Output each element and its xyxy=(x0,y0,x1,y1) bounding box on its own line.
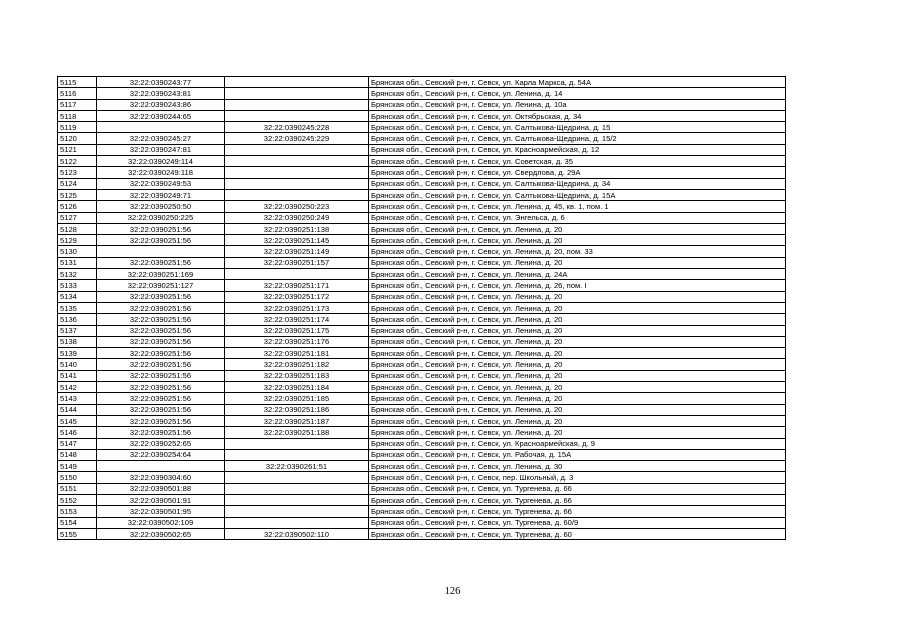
object-number-cell xyxy=(225,472,369,483)
row-number-cell: 5136 xyxy=(58,314,97,325)
row-number-cell: 5118 xyxy=(58,110,97,121)
object-number-cell: 32:22:0390251:186 xyxy=(225,404,369,415)
parcel-number-cell: 32:22:0390501:95 xyxy=(97,506,225,517)
address-cell: Брянская обл., Севский р-н, г. Севск, ул. Ленина, д. 30 xyxy=(369,461,786,472)
table-row xyxy=(58,325,786,336)
table-row xyxy=(58,201,786,212)
parcel-number-cell: 32:22:0390251:56 xyxy=(97,257,225,268)
address-cell: Брянская обл., Севский р-н, г. Севск, ул. Ленина, д. 45, кв. 1, пом. 1 xyxy=(369,201,786,212)
address-cell: Брянская обл., Севский р-н, г. Севск, ул. Ленина, д. 20 xyxy=(369,314,786,325)
address-cell: Брянская обл., Севский р-н, г. Севск, ул. Тургенева, д. 66 xyxy=(369,483,786,494)
row-number-cell: 5124 xyxy=(58,178,97,189)
table-row xyxy=(58,212,786,223)
object-number-cell xyxy=(225,506,369,517)
table-row xyxy=(58,156,786,167)
row-number-cell: 5144 xyxy=(58,404,97,415)
parcel-number-cell: 32:22:0390251:56 xyxy=(97,235,225,246)
row-number-cell: 5123 xyxy=(58,167,97,178)
object-number-cell: 32:22:0390261:51 xyxy=(225,461,369,472)
address-cell: Брянская обл., Севский р-н, г. Севск, ул. Ленина, д. 20 xyxy=(369,325,786,336)
parcel-number-cell: 32:22:0390304:60 xyxy=(97,472,225,483)
address-cell: Брянская обл., Севский р-н, г. Севск, ул. Ленина, д. 20 xyxy=(369,404,786,415)
row-number-cell: 5154 xyxy=(58,517,97,528)
table-row xyxy=(58,404,786,415)
table-row xyxy=(58,280,786,291)
row-number-cell: 5125 xyxy=(58,189,97,200)
object-number-cell: 32:22:0390251:181 xyxy=(225,348,369,359)
object-number-cell: 32:22:0390502:110 xyxy=(225,528,369,539)
row-number-cell: 5155 xyxy=(58,528,97,539)
address-cell: Брянская обл., Севский р-н, г. Севск, ул. Тургенева, д. 66 xyxy=(369,506,786,517)
address-cell: Брянская обл., Севский р-н, г. Севск, ул. Красноармейская, д. 12 xyxy=(369,144,786,155)
table-row xyxy=(58,314,786,325)
table-row xyxy=(58,483,786,494)
row-number-cell: 5142 xyxy=(58,382,97,393)
object-number-cell xyxy=(225,110,369,121)
table-row xyxy=(58,528,786,539)
table-row xyxy=(58,235,786,246)
address-cell: Брянская обл., Севский р-н, г. Севск, ул. Ленина, д. 20 xyxy=(369,302,786,313)
object-number-cell xyxy=(225,438,369,449)
object-number-cell: 32:22:0390251:183 xyxy=(225,370,369,381)
parcel-number-cell xyxy=(97,461,225,472)
object-number-cell xyxy=(225,178,369,189)
table-row xyxy=(58,77,786,88)
table-row xyxy=(58,517,786,528)
registry-table xyxy=(57,76,786,540)
object-number-cell xyxy=(225,494,369,505)
row-number-cell: 5146 xyxy=(58,427,97,438)
row-number-cell: 5138 xyxy=(58,336,97,347)
object-number-cell xyxy=(225,167,369,178)
address-cell: Брянская обл., Севский р-н, г. Севск, ул. Салтыкова-Щедрина, д. 34 xyxy=(369,178,786,189)
row-number-cell: 5128 xyxy=(58,223,97,234)
table-row xyxy=(58,415,786,426)
parcel-number-cell: 32:22:0390251:169 xyxy=(97,269,225,280)
table-row xyxy=(58,88,786,99)
object-number-cell: 32:22:0390251:182 xyxy=(225,359,369,370)
address-cell: Брянская обл., Севский р-н, г. Севск, ул. Ленина, д. 20 xyxy=(369,370,786,381)
row-number-cell: 5116 xyxy=(58,88,97,99)
parcel-number-cell: 32:22:0390243:86 xyxy=(97,99,225,110)
parcel-number-cell: 32:22:0390251:127 xyxy=(97,280,225,291)
row-number-cell: 5119 xyxy=(58,122,97,133)
parcel-number-cell: 32:22:0390251:56 xyxy=(97,348,225,359)
row-number-cell: 5131 xyxy=(58,257,97,268)
row-number-cell: 5130 xyxy=(58,246,97,257)
object-number-cell: 32:22:0390251:171 xyxy=(225,280,369,291)
parcel-number-cell: 32:22:0390501:91 xyxy=(97,494,225,505)
parcel-number-cell: 32:22:0390245:27 xyxy=(97,133,225,144)
row-number-cell: 5134 xyxy=(58,291,97,302)
table-row xyxy=(58,370,786,381)
parcel-number-cell: 32:22:0390501:88 xyxy=(97,483,225,494)
address-cell: Брянская обл., Севский р-н, г. Севск, ул. Салтыкова-Щедрина, д. 15А xyxy=(369,189,786,200)
row-number-cell: 5117 xyxy=(58,99,97,110)
row-number-cell: 5115 xyxy=(58,77,97,88)
address-cell: Брянская обл., Севский р-н, г. Севск, ул. Ленина, д. 20 xyxy=(369,235,786,246)
row-number-cell: 5121 xyxy=(58,144,97,155)
address-cell: Брянская обл., Севский р-н, г. Севск, ул. Тургенева, д. 60/9 xyxy=(369,517,786,528)
parcel-number-cell: 32:22:0390247:81 xyxy=(97,144,225,155)
parcel-number-cell: 32:22:0390502:109 xyxy=(97,517,225,528)
table-row xyxy=(58,167,786,178)
table-row xyxy=(58,246,786,257)
row-number-cell: 5143 xyxy=(58,393,97,404)
parcel-number-cell: 32:22:0390254:64 xyxy=(97,449,225,460)
row-number-cell: 5147 xyxy=(58,438,97,449)
table-row xyxy=(58,133,786,144)
object-number-cell xyxy=(225,156,369,167)
address-cell: Брянская обл., Севский р-н, г. Севск, ул. Ленина, д. 10а xyxy=(369,99,786,110)
row-number-cell: 5148 xyxy=(58,449,97,460)
object-number-cell: 32:22:0390251:184 xyxy=(225,382,369,393)
table-row xyxy=(58,302,786,313)
row-number-cell: 5122 xyxy=(58,156,97,167)
address-cell: Брянская обл., Севский р-н, г. Севск, ул. Энгельса, д. 6 xyxy=(369,212,786,223)
parcel-number-cell: 32:22:0390251:56 xyxy=(97,382,225,393)
parcel-number-cell: 32:22:0390251:56 xyxy=(97,314,225,325)
table-row xyxy=(58,438,786,449)
page-number: 126 xyxy=(444,586,461,597)
row-number-cell: 5132 xyxy=(58,269,97,280)
table-row xyxy=(58,189,786,200)
row-number-cell: 5137 xyxy=(58,325,97,336)
row-number-cell: 5151 xyxy=(58,483,97,494)
address-cell: Брянская обл., Севский р-н, г. Севск, ул. Рабочая, д. 15А xyxy=(369,449,786,460)
address-cell: Брянская обл., Севский р-н, г. Севск, ул. Свердлова, д. 29А xyxy=(369,167,786,178)
address-cell: Брянская обл., Севский р-н, г. Севск, ул. Ленина, д. 24А xyxy=(369,269,786,280)
parcel-number-cell: 32:22:0390244:65 xyxy=(97,110,225,121)
object-number-cell: 32:22:0390251:176 xyxy=(225,336,369,347)
address-cell: Брянская обл., Севский р-н, г. Севск, ул. Ленина, д. 20 xyxy=(369,336,786,347)
table-row xyxy=(58,178,786,189)
row-number-cell: 5150 xyxy=(58,472,97,483)
object-number-cell: 32:22:0390251:157 xyxy=(225,257,369,268)
address-cell: Брянская обл., Севский р-н, г. Севск, ул. Ленина, д. 14 xyxy=(369,88,786,99)
address-cell: Брянская обл., Севский р-н, г. Севск, ул. Ленина, д. 20 xyxy=(369,415,786,426)
parcel-number-cell: 32:22:0390249:118 xyxy=(97,167,225,178)
row-number-cell: 5126 xyxy=(58,201,97,212)
table-row xyxy=(58,348,786,359)
parcel-number-cell: 32:22:0390251:56 xyxy=(97,223,225,234)
object-number-cell xyxy=(225,144,369,155)
parcel-number-cell: 32:22:0390251:56 xyxy=(97,325,225,336)
object-number-cell xyxy=(225,449,369,460)
parcel-number-cell: 32:22:0390251:56 xyxy=(97,404,225,415)
parcel-number-cell: 32:22:0390243:81 xyxy=(97,88,225,99)
table-row xyxy=(58,110,786,121)
table-row xyxy=(58,472,786,483)
row-number-cell: 5135 xyxy=(58,302,97,313)
object-number-cell: 32:22:0390251:187 xyxy=(225,415,369,426)
parcel-number-cell: 32:22:0390251:56 xyxy=(97,336,225,347)
parcel-number-cell xyxy=(97,246,225,257)
parcel-number-cell: 32:22:0390250:225 xyxy=(97,212,225,223)
table-row xyxy=(58,393,786,404)
address-cell: Брянская обл., Севский р-н, г. Севск, пер. Школьный, д. 3 xyxy=(369,472,786,483)
parcel-number-cell: 32:22:0390251:56 xyxy=(97,302,225,313)
table-row xyxy=(58,382,786,393)
object-number-cell: 32:22:0390251:185 xyxy=(225,393,369,404)
table-row xyxy=(58,122,786,133)
parcel-number-cell: 32:22:0390243:77 xyxy=(97,77,225,88)
object-number-cell xyxy=(225,269,369,280)
table-row xyxy=(58,269,786,280)
object-number-cell xyxy=(225,517,369,528)
parcel-number-cell xyxy=(97,122,225,133)
parcel-number-cell: 32:22:0390251:56 xyxy=(97,370,225,381)
address-cell: Брянская обл., Севский р-н, г. Севск, ул. Советская, д. 35 xyxy=(369,156,786,167)
parcel-number-cell: 32:22:0390252:65 xyxy=(97,438,225,449)
object-number-cell: 32:22:0390251:174 xyxy=(225,314,369,325)
address-cell: Брянская обл., Севский р-н, г. Севск, ул. Ленина, д. 20 xyxy=(369,348,786,359)
address-cell: Брянская обл., Севский р-н, г. Севск, ул. Тургенева, д. 66 xyxy=(369,494,786,505)
parcel-number-cell: 32:22:0390249:53 xyxy=(97,178,225,189)
address-cell: Брянская обл., Севский р-н, г. Севск, ул. Ленина, д. 20, пом. 33 xyxy=(369,246,786,257)
row-number-cell: 5133 xyxy=(58,280,97,291)
row-number-cell: 5145 xyxy=(58,415,97,426)
object-number-cell xyxy=(225,189,369,200)
table-row xyxy=(58,427,786,438)
row-number-cell: 5120 xyxy=(58,133,97,144)
table-row xyxy=(58,506,786,517)
address-cell: Брянская обл., Севский р-н, г. Севск, ул. Ленина, д. 20 xyxy=(369,393,786,404)
address-cell: Брянская обл., Севский р-н, г. Севск, ул. Ленина, д. 20 xyxy=(369,257,786,268)
row-number-cell: 5127 xyxy=(58,212,97,223)
parcel-number-cell: 32:22:0390251:56 xyxy=(97,359,225,370)
registry-table-body xyxy=(58,77,786,540)
table-row xyxy=(58,223,786,234)
object-number-cell: 32:22:0390251:175 xyxy=(225,325,369,336)
object-number-cell xyxy=(225,88,369,99)
address-cell: Брянская обл., Севский р-н, г. Севск, ул. Ленина, д. 20 xyxy=(369,382,786,393)
address-cell: Брянская обл., Севский р-н, г. Севск, ул. Салтыкова-Щедрина, д. 15/2 xyxy=(369,133,786,144)
table-row xyxy=(58,494,786,505)
parcel-number-cell: 32:22:0390251:56 xyxy=(97,415,225,426)
row-number-cell: 5152 xyxy=(58,494,97,505)
object-number-cell xyxy=(225,77,369,88)
object-number-cell: 32:22:0390251:172 xyxy=(225,291,369,302)
parcel-number-cell: 32:22:0390251:56 xyxy=(97,427,225,438)
object-number-cell: 32:22:0390250:249 xyxy=(225,212,369,223)
table-row xyxy=(58,461,786,472)
object-number-cell xyxy=(225,483,369,494)
parcel-number-cell: 32:22:0390251:56 xyxy=(97,393,225,404)
object-number-cell: 32:22:0390251:149 xyxy=(225,246,369,257)
object-number-cell: 32:22:0390245:229 xyxy=(225,133,369,144)
table-row xyxy=(58,359,786,370)
row-number-cell: 5129 xyxy=(58,235,97,246)
object-number-cell: 32:22:0390245:228 xyxy=(225,122,369,133)
row-number-cell: 5139 xyxy=(58,348,97,359)
object-number-cell: 32:22:0390251:173 xyxy=(225,302,369,313)
object-number-cell: 32:22:0390251:145 xyxy=(225,235,369,246)
row-number-cell: 5141 xyxy=(58,370,97,381)
address-cell: Брянская обл., Севский р-н, г. Севск, ул. Тургенева, д. 60 xyxy=(369,528,786,539)
row-number-cell: 5153 xyxy=(58,506,97,517)
address-cell: Брянская обл., Севский р-н, г. Севск, ул. Ленина, д. 20 xyxy=(369,359,786,370)
object-number-cell: 32:22:0390251:188 xyxy=(225,427,369,438)
address-cell: Брянская обл., Севский р-н, г. Севск, ул. Салтыкова-Щедрина, д. 15 xyxy=(369,122,786,133)
address-cell: Брянская обл., Севский р-н, г. Севск, ул. Ленина, д. 20 xyxy=(369,223,786,234)
parcel-number-cell: 32:22:0390249:71 xyxy=(97,189,225,200)
table-row xyxy=(58,336,786,347)
row-number-cell: 5140 xyxy=(58,359,97,370)
object-number-cell xyxy=(225,99,369,110)
address-cell: Брянская обл., Севский р-н, г. Севск, ул. Ленина, д. 20 xyxy=(369,427,786,438)
address-cell: Брянская обл., Севский р-н, г. Севск, ул. Ленина, д. 26, пом. I xyxy=(369,280,786,291)
object-number-cell: 32:22:0390251:138 xyxy=(225,223,369,234)
table-row xyxy=(58,257,786,268)
parcel-number-cell: 32:22:0390502:65 xyxy=(97,528,225,539)
table-row xyxy=(58,449,786,460)
object-number-cell: 32:22:0390250:223 xyxy=(225,201,369,212)
address-cell: Брянская обл., Севский р-н, г. Севск, ул. Карла Маркса, д. 54А xyxy=(369,77,786,88)
table-row xyxy=(58,291,786,302)
address-cell: Брянская обл., Севский р-н, г. Севск, ул. Октябрьская, д. 34 xyxy=(369,110,786,121)
address-cell: Брянская обл., Севский р-н, г. Севск, ул. Ленина, д. 20 xyxy=(369,291,786,302)
parcel-number-cell: 32:22:0390251:56 xyxy=(97,291,225,302)
table-row xyxy=(58,99,786,110)
table-row xyxy=(58,144,786,155)
row-number-cell: 5149 xyxy=(58,461,97,472)
address-cell: Брянская обл., Севский р-н, г. Севск, ул. Красноармейская, д. 9 xyxy=(369,438,786,449)
parcel-number-cell: 32:22:0390250:50 xyxy=(97,201,225,212)
parcel-number-cell: 32:22:0390249:114 xyxy=(97,156,225,167)
